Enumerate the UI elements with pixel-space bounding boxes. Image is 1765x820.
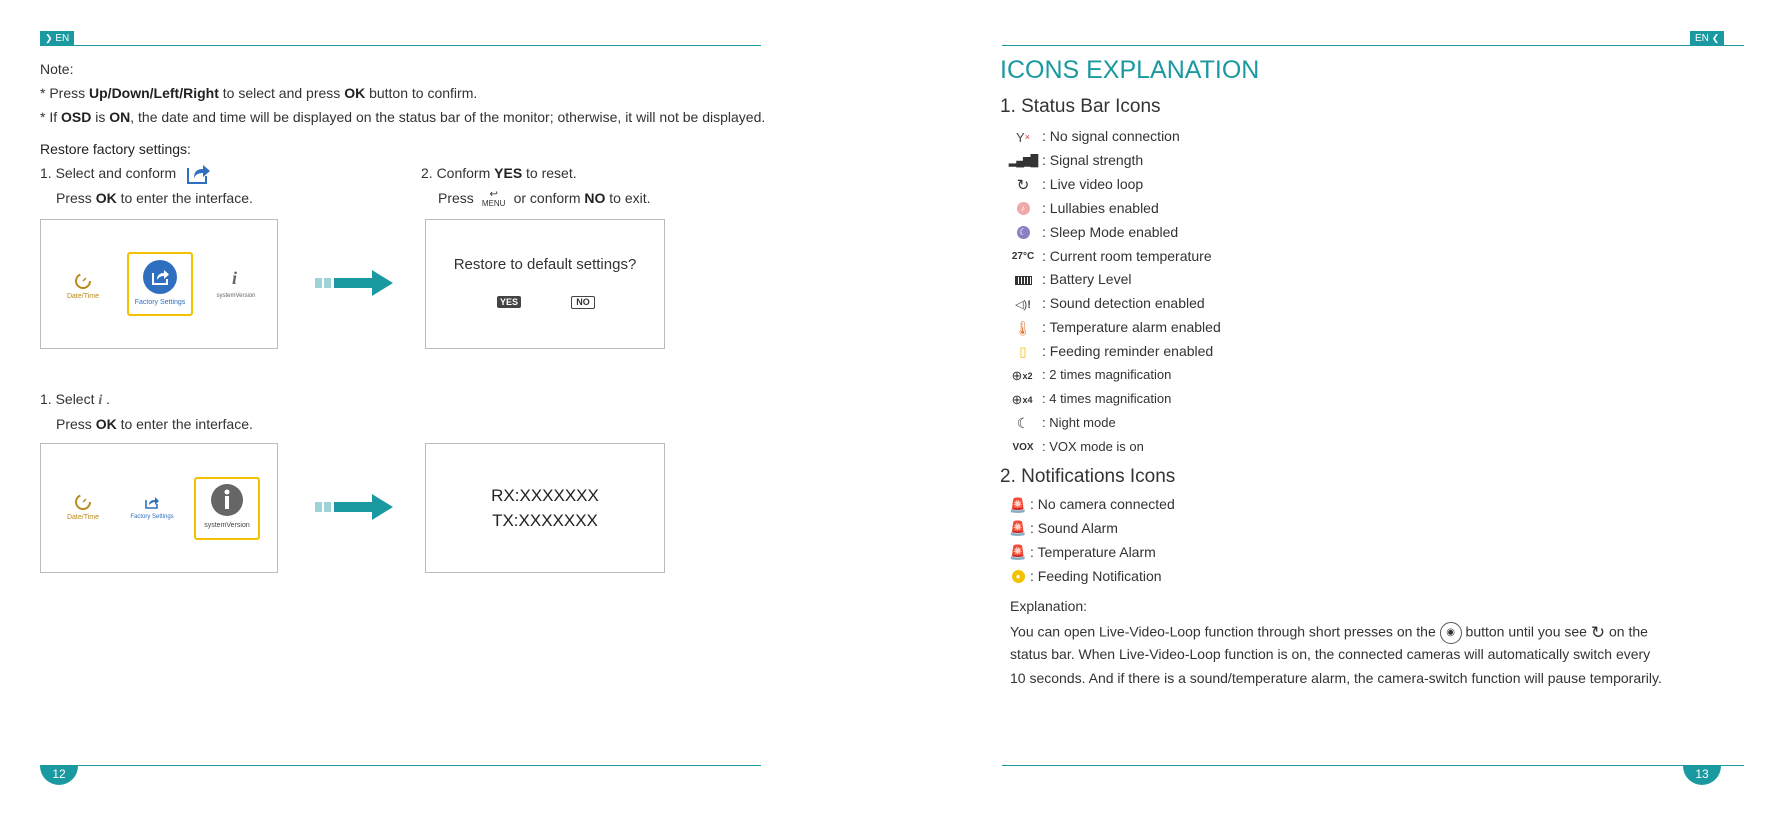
zoom-x4-icon: ⊕ x4	[1011, 391, 1033, 407]
status-icon-label: : No signal connection	[1042, 128, 1180, 144]
info-inline-icon: i	[98, 393, 103, 408]
sleep-icon: ☾	[1013, 224, 1033, 242]
status-icon-label: : Night mode	[1042, 414, 1116, 430]
step2-line2: Press ↩ MENU or conform NO to exit.	[438, 188, 651, 208]
explanation-line-2: status bar. When Live-Video-Loop function is on, the connected cameras will automatically switch every	[1010, 646, 1651, 662]
explanation-title: Explanation:	[1010, 598, 1088, 614]
sound-detect-icon: ◁)!	[1015, 298, 1031, 311]
night-icon: ☾	[1016, 415, 1030, 432]
explanation-line-1: You can open Live-Video-Loop function through short presses on the ◉ button until you see ↻ on the	[1010, 623, 1648, 642]
step3-line2: Press OK to enter the interface.	[56, 416, 253, 432]
gauge-icon	[73, 271, 93, 291]
status-icon-label: : Signal strength	[1042, 151, 1144, 168]
factory-settings-tile[interactable]	[127, 252, 193, 316]
gauge-icon	[73, 492, 93, 512]
share-icon	[185, 160, 211, 186]
step3-line1: 1. Select i .	[40, 391, 111, 408]
status-icon-label: : 2 times magnification	[1042, 367, 1172, 382]
factory-settings-small-icon	[144, 494, 160, 510]
rx-version: RX:XXXXXXX	[491, 486, 599, 505]
restore-dialog	[425, 219, 665, 349]
header-rule	[1002, 45, 1744, 46]
info-circle-icon	[210, 483, 244, 517]
footer-rule	[40, 765, 761, 766]
notification-icon-label: : Feeding Notification	[1030, 567, 1162, 584]
yes-button[interactable]: YES	[497, 296, 521, 308]
status-icon-label: : Battery Level	[1042, 271, 1132, 288]
feeding-yellow-icon: ●	[1008, 568, 1028, 586]
status-icon-label: : Sound detection enabled	[1042, 295, 1205, 312]
page-number: 13	[1683, 765, 1721, 785]
factory-settings-label: Factory Settings	[134, 299, 186, 306]
loop-icon: ↻	[1016, 176, 1030, 194]
status-icon-label: : Current room temperature	[1042, 247, 1212, 264]
zoom-x2-icon: ⊕ x2	[1011, 368, 1033, 383]
system-version-tile[interactable]	[194, 477, 260, 540]
no-signal-icon: Y ×	[1016, 129, 1030, 145]
section-notifications: 2. Notifications Icons	[1000, 466, 1176, 487]
notification-icon-label: : No camera connected	[1030, 496, 1175, 512]
arrow-right-icon	[315, 494, 395, 520]
tx-version: TX:XXXXXXX	[492, 511, 598, 530]
restore-question: Restore to default settings?	[453, 256, 637, 273]
bottle-icon: ▯	[1019, 344, 1027, 360]
alarm-red-icon: 🚨	[1009, 520, 1027, 537]
factory-settings-icon	[142, 259, 178, 295]
camera-button-icon: ◉	[1440, 622, 1462, 644]
status-icon-label: : Temperature alarm enabled	[1042, 319, 1221, 336]
note-line-1: * Press Up/Down/Left/Right to select and press OK button to confirm.	[40, 85, 478, 101]
alarm-red-icon: 🚨	[1009, 544, 1027, 561]
status-icon-label: : Live video loop	[1042, 175, 1144, 192]
settings-screen	[40, 219, 278, 349]
header-rule	[40, 45, 761, 46]
status-icon-label: : VOX mode is on	[1042, 438, 1144, 454]
step1-line1: 1. Select and conform	[40, 165, 177, 181]
page-title: ICONS EXPLANATION	[1000, 56, 1260, 84]
lullaby-icon: ♪	[1013, 200, 1033, 218]
left-page	[0, 0, 882, 820]
version-info-screen	[425, 443, 665, 573]
note-title: Note:	[40, 61, 74, 77]
system-version-label: systemVersion	[216, 293, 256, 299]
arrow-right-icon	[315, 270, 395, 296]
system-version-label: systemVersion	[204, 522, 250, 529]
section-status-bar: 1. Status Bar Icons	[1000, 96, 1161, 117]
temp-27c-icon: 27°C	[1011, 251, 1035, 262]
no-button[interactable]: NO	[571, 296, 595, 309]
notification-icon-label: : Sound Alarm	[1030, 519, 1118, 536]
explanation-line-3: 10 seconds. And if there is a sound/temperature alarm, the camera-switch function will pause temporarily.	[1010, 670, 1662, 686]
signal-strength-icon: ▂▄▆█	[1008, 155, 1038, 168]
step1-line2: Press OK to enter the interface.	[56, 190, 253, 206]
restore-title: Restore factory settings:	[40, 141, 191, 157]
info-icon: i	[232, 268, 238, 288]
system-version-screen	[40, 443, 278, 573]
status-icon-label: : 4 times magnification	[1042, 390, 1172, 406]
step2-line1: 2. Conform YES to reset.	[421, 165, 577, 181]
footer-rule	[1002, 765, 1744, 766]
vox-icon: VOX	[1012, 442, 1034, 454]
language-tag: EN ❮	[1690, 31, 1724, 45]
status-icon-label: : Sleep Mode enabled	[1042, 223, 1179, 240]
note-line-2: * If OSD is ON, the date and time will be displayed on the status bar of the monitor; otherwise, it will not be displayed.	[40, 109, 766, 125]
status-icon-label: : Lullabies enabled	[1042, 199, 1159, 216]
battery-icon	[1013, 271, 1033, 289]
datetime-label: Date/Time	[66, 514, 100, 521]
language-tag: ❯ EN	[40, 31, 74, 45]
menu-key-icon: ↩ MENU	[481, 188, 506, 208]
thermometer-icon: 🌡	[1014, 319, 1032, 336]
datetime-label: Date/Time	[66, 293, 100, 300]
right-page	[882, 0, 1765, 820]
factory-settings-label: Factory Settings	[130, 514, 174, 520]
loop-icon: ↻	[1590, 623, 1606, 642]
page-number: 12	[40, 765, 78, 785]
notification-icon-label: : Temperature Alarm	[1030, 543, 1156, 560]
alarm-red-icon: 🚨	[1009, 496, 1027, 513]
status-icon-label: : Feeding reminder enabled	[1042, 343, 1214, 360]
